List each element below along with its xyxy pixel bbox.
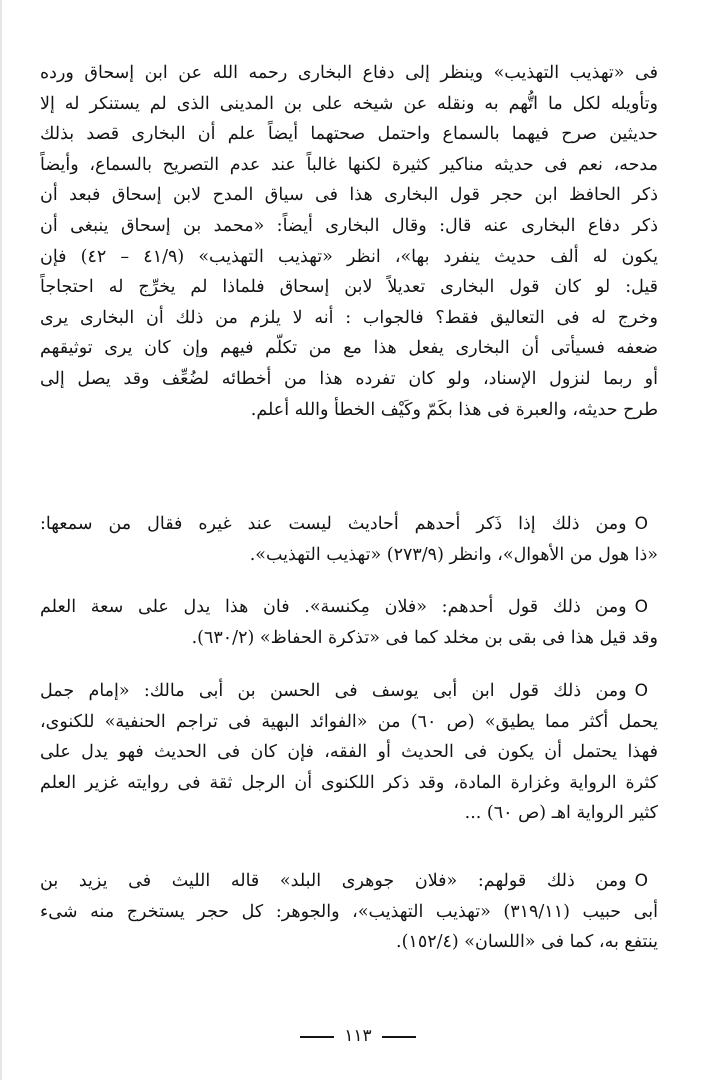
text-line: كثير الرواية اهـ (ص ٦٠) ...: [464, 803, 658, 824]
text-line: كثرة الرواية وغزارة المادة، وقد ذكر اللكنوى أن الرجل ثقة فى روايته غزير العلم: [40, 772, 658, 793]
text-line: فهذا يحتمل أن يكون فى الحديث أو الفقه، فإن كان فى الحديث فهو يدل على: [40, 742, 658, 763]
dash-divider: [300, 1036, 334, 1038]
circle-bullet-icon: O: [634, 514, 648, 534]
text-line: أو ربما لنزول الإسناد، ولو كان تفرده هذا من أخطائه لضُعِّف وقد يصل إلى: [40, 368, 658, 389]
page-number: ١١٣: [344, 1026, 372, 1046]
text-line: حديثين صرح فيهما بالسماع واحتمل صحتهما أيضاً علم أن البخارى قصد بذلك: [40, 124, 658, 145]
text-line: ومن ذلك قول ابن أبى يوسف فى الحسن بن أبى مالك: «إمام جمل: [40, 681, 627, 701]
text-line: يكون له ألف حديث ينفرد بها»، انظر «تهذيب التهذيب» (٤١/٩ – ٤٢) فإن: [40, 246, 658, 267]
text-line: ومن ذلك قول أحدهم: «فلان مِكنسة». فان هذا يدل على سعة العلم: [40, 597, 627, 617]
bullet-paragraph: [40, 676, 658, 829]
circle-bullet-icon: O: [634, 681, 648, 701]
circle-bullet-icon: O: [634, 597, 648, 617]
text-line: وقد قيل هذا فى بقى بن مخلد كما فى «تذكرة الحفاظ» (٦٣٠/٢).: [191, 627, 658, 648]
text-line: يحمل أكثر مما يطيق» (ص ٦٠) من «الفوائد البهية فى تراجم الحنفية» للكنوى،: [40, 711, 658, 732]
bullet-paragraph: [40, 866, 658, 958]
bullet-paragraph: [40, 509, 658, 570]
text-line: وتأويله لكل ما اتُّهم به ونقله عن شيخه على بن المدينى الذى لم يستنكر له إلا: [40, 93, 658, 114]
text-line: ذكر الحافظ ابن حجر قول البخارى هذا فى سياق المدح لابن إسحاق فبعد أن: [40, 185, 658, 206]
text-line: ينتفع به، كما فى «اللسان» (١٥٢/٤).: [396, 932, 658, 953]
text-line: أبى حبيب (٣١٩/١١) «تهذيب التهذيب»، والجوهر: كل حجر يستخرج منه شىء: [40, 901, 658, 922]
page-edge: [0, 0, 2, 1080]
text-line: ومن ذلك قولهم: «فلان جوهرى البلد» قاله الليث فى يزيد بن: [40, 871, 627, 891]
text-line: طرح حديثه، والعبرة فى هذا بكَمّ وكَيْف الخطأ والله أعلم.: [250, 399, 658, 420]
text-line: «ذا هول من الأهوال»، وانظر (٢٧٣/٩) «تهذيب التهذيب».: [249, 544, 658, 565]
text-line: مدحه، نعم فى حديثه مناكير كثيرة لكنها غالباً عند عدم التصريح بالسماع، وأيضاً: [40, 154, 658, 175]
circle-bullet-icon: O: [634, 871, 648, 891]
dash-divider: [382, 1036, 416, 1038]
page-footer: [0, 1026, 716, 1046]
text-line: ومن ذلك إذا ذَكر أحدهم أحاديث ليست عند غيره فقال من سمعها:: [40, 514, 627, 534]
text-line: وخرج له فى التعاليق فقط؟ فالجواب : أنه لا يلزم من ذلك أن البخارى يرى: [40, 307, 658, 328]
text-line: قيل: لو كان قول البخارى تعديلاً لابن إسحاق فلماذا لم يخرِّج له احتجاجاً: [40, 277, 658, 298]
intro-paragraph: [40, 58, 658, 425]
text-line: ضعفه فسيأتى أن البخارى يفعل هذا مع من تكلّم فيهم وإن كان يرى توثيقهم: [40, 338, 658, 359]
text-line: ذكر دفاع البخارى عنه قال: وقال البخارى أيضاً: «محمد بن إسحاق ينبغى أن: [40, 215, 658, 236]
bullet-paragraph: [40, 592, 658, 653]
text-line: فى «تهذيب التهذيب» وينظر إلى دفاع البخارى رحمه الله عن ابن إسحاق ورده: [40, 63, 658, 83]
